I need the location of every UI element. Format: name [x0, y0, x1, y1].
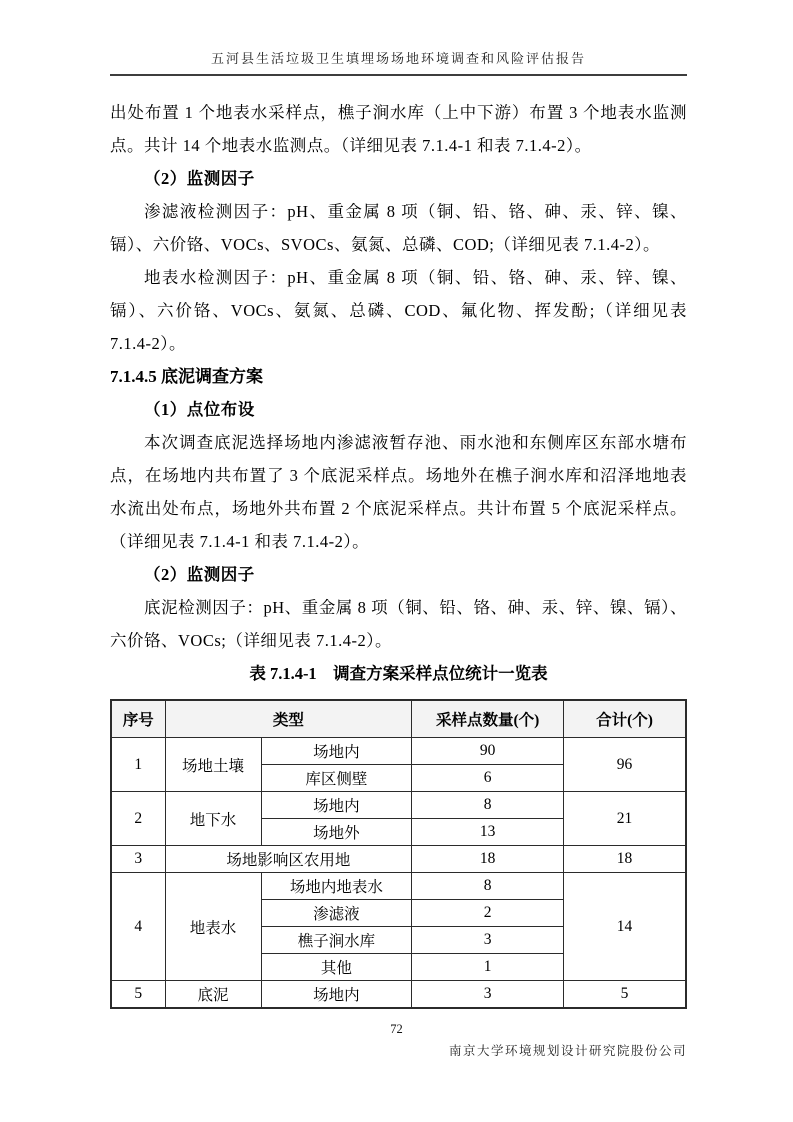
- table-cell: 96: [564, 738, 687, 792]
- paragraph: 地表水检测因子：pH、重金属 8 项（铜、铅、铬、砷、汞、锌、镍、镉）、六价铬、VOCs、氨氮、总磷、COD、氟化物、挥发酚;（详细见表 7.1.4-2）。: [110, 268, 687, 353]
- table-row: [111, 873, 686, 900]
- table-cell: 5: [564, 981, 687, 1009]
- running-header-title: 五河县生活垃圾卫生填埋场场地环境调查和风险评估报告: [210, 51, 586, 66]
- table-cell: 13: [412, 819, 564, 846]
- table-cell: 8: [412, 792, 564, 819]
- table-cell: 90: [412, 738, 564, 765]
- table-cell: 3: [412, 981, 564, 1009]
- table-cell: 21: [564, 792, 687, 846]
- table-header-row: [111, 700, 686, 738]
- paragraph: 渗滤液检测因子：pH、重金属 8 项（铜、铅、铬、砷、汞、锌、镍、镉）、六价铬、VOCs、SVOCs、氨氮、总磷、COD;（详细见表 7.1.4-2）。: [110, 202, 687, 254]
- paragraph-container: [110, 96, 687, 657]
- table-cell: 其他: [261, 954, 412, 981]
- sampling-point-table: [110, 699, 687, 1009]
- table-cell: 1: [412, 954, 564, 981]
- section-heading: 7.1.4.5 底泥调查方案: [110, 367, 263, 386]
- table-row: [111, 981, 686, 1009]
- document-body: [110, 96, 687, 1009]
- table-cell: 地表水: [165, 873, 261, 981]
- subsection-heading: （2）监测因子: [144, 169, 255, 188]
- table-cell: 8: [412, 873, 564, 900]
- table-caption: 表 7.1.4-1 调查方案采样点位统计一览表: [249, 664, 548, 683]
- table-cell: 1: [111, 738, 165, 792]
- table-cell: 场地土壤: [165, 738, 261, 792]
- footer-company: 南京大学环境规划设计研究院股份公司: [448, 1044, 687, 1058]
- paragraph: 底泥检测因子：pH、重金属 8 项（铜、铅、铬、砷、汞、锌、镍、镉）、六价铬、VOCs;（详细见表 7.1.4-2）。: [110, 598, 687, 650]
- table-cell: 3: [111, 846, 165, 873]
- table-cell: 渗滤液: [261, 900, 412, 927]
- table-header-cell: 采样点数量(个): [412, 700, 564, 738]
- table-cell: 18: [564, 846, 687, 873]
- paragraph: 出处布置 1 个地表水采样点，樵子涧水库（上中下游）布置 3 个地表水监测点。共计 14 个地表水监测点。（详细见表 7.1.4-1 和表 7.1.4-2）。: [110, 103, 687, 155]
- table-cell: 底泥: [165, 981, 261, 1009]
- subsection-heading: （2）监测因子: [144, 565, 255, 584]
- table-cell: 库区侧壁: [261, 765, 412, 792]
- table-cell: 2: [412, 900, 564, 927]
- table-row: [111, 846, 686, 873]
- table-body: [111, 738, 686, 1009]
- table-cell: 樵子涧水库: [261, 927, 412, 954]
- table-cell: 地下水: [165, 792, 261, 846]
- table-cell: 6: [412, 765, 564, 792]
- table-cell: 14: [564, 873, 687, 981]
- subsection-heading: （1）点位布设: [144, 400, 255, 419]
- table-cell: 2: [111, 792, 165, 846]
- table-cell: 场地外: [261, 819, 412, 846]
- page-number: 72: [390, 1022, 403, 1036]
- table-row: [111, 792, 686, 819]
- table-cell: 4: [111, 873, 165, 981]
- paragraph: 本次调查底泥选择场地内渗滤液暂存池、雨水池和东侧库区东部水塘布点，在场地内共布置了 3 个底泥采样点。场地外在樵子涧水库和沼泽地地表水流出处布点，场地外共布置 2 个底泥采样点。共计布置 5 个底泥采样点。（详细见表 7.1.4-1 和表 7.1.4-2）。: [110, 433, 687, 551]
- header-rule: [110, 74, 687, 76]
- table-head: [111, 700, 686, 738]
- table-cell: 5: [111, 981, 165, 1009]
- table-header-cell: 类型: [165, 700, 412, 738]
- table-cell: 3: [412, 927, 564, 954]
- table-header-cell: 序号: [111, 700, 165, 738]
- table-cell: 场地内地表水: [261, 873, 412, 900]
- table-cell: 场地内: [261, 981, 412, 1009]
- table-cell: 18: [412, 846, 564, 873]
- table-cell: 场地内: [261, 792, 412, 819]
- table-header-cell: 合计(个): [564, 700, 687, 738]
- table-cell: 场地内: [261, 738, 412, 765]
- table-row: [111, 738, 686, 765]
- table-cell: 场地影响区农用地: [165, 846, 412, 873]
